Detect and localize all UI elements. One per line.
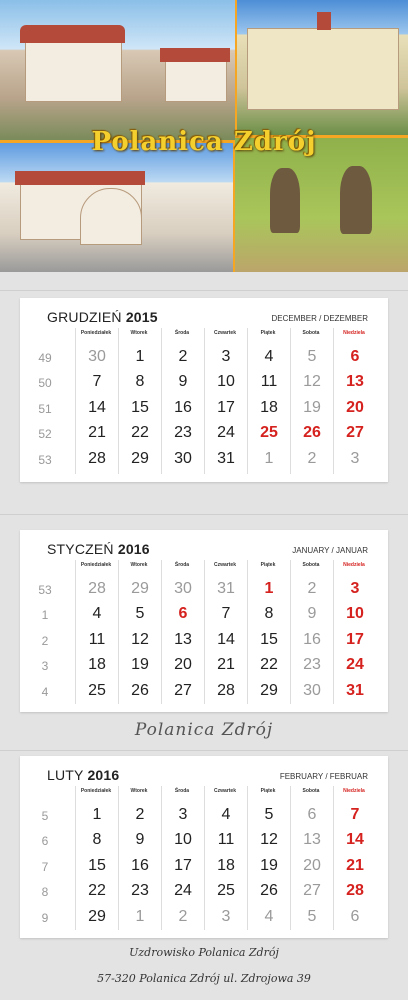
day-cell: 20 xyxy=(174,656,192,673)
day-cell: 30 xyxy=(88,348,106,365)
day-cell: 7 xyxy=(92,373,102,390)
day-header: Poniedziałek xyxy=(80,562,112,568)
day-cell: 17 xyxy=(217,399,235,416)
day-header: Poniedziałek xyxy=(80,330,112,336)
month-title xyxy=(47,309,158,325)
day-header: Piątek xyxy=(260,562,276,568)
day-header: Czwartek xyxy=(214,562,236,568)
week-number: 5 xyxy=(41,809,49,823)
week-number: 53 xyxy=(38,583,52,597)
day-cell: 5 xyxy=(307,908,317,925)
day-cell: 17 xyxy=(346,631,364,648)
month-year: 2016 xyxy=(87,767,120,783)
day-cell: 22 xyxy=(260,656,278,673)
week-number: 2 xyxy=(41,634,49,648)
day-cell: 7 xyxy=(221,605,231,622)
day-cell: 2 xyxy=(307,580,317,597)
day-cell: 28 xyxy=(88,580,106,597)
month-name: STYCZEŃ xyxy=(47,541,118,557)
day-cell: 19 xyxy=(303,399,321,416)
day-header: Wtorek xyxy=(130,562,148,568)
week-number: 1 xyxy=(41,608,49,622)
day-cell: 13 xyxy=(174,631,192,648)
day-cell: 8 xyxy=(135,373,145,390)
day-cell: 27 xyxy=(346,424,364,441)
banner-title xyxy=(0,118,408,166)
day-cell: 1 xyxy=(264,580,274,597)
day-header: Piątek xyxy=(260,788,276,794)
week-number: 50 xyxy=(38,376,52,390)
day-cell: 23 xyxy=(303,656,321,673)
day-cell: 4 xyxy=(264,908,274,925)
middle-script-text: Polanica Zdrój xyxy=(134,720,274,740)
day-header: Sobota xyxy=(302,330,320,336)
photo-collage xyxy=(0,0,408,272)
day-cell: 18 xyxy=(88,656,106,673)
day-cell: 31 xyxy=(346,682,364,699)
month-year: 2015 xyxy=(125,309,158,325)
day-cell: 3 xyxy=(350,450,360,467)
photo-sanatorium xyxy=(237,0,408,135)
day-cell: 14 xyxy=(346,831,364,848)
day-cell: 4 xyxy=(264,348,274,365)
week-number: 49 xyxy=(38,351,52,365)
day-cell: 22 xyxy=(131,424,149,441)
day-cell: 28 xyxy=(346,882,364,899)
day-cell: 18 xyxy=(217,857,235,874)
calendar-sheet-february xyxy=(20,756,388,938)
day-cell: 14 xyxy=(88,399,106,416)
week-number: 53 xyxy=(38,453,52,467)
day-cell: 12 xyxy=(131,631,149,648)
footer-line-2: 57-320 Polanica Zdrój ul. Zdrojowa 39 xyxy=(97,972,311,985)
day-cell: 10 xyxy=(346,605,364,622)
month-name-en: FEBRUARY / FEBRUAR xyxy=(279,772,368,781)
day-cell: 23 xyxy=(174,424,192,441)
day-header: Piątek xyxy=(260,330,276,336)
week-number: 6 xyxy=(41,834,49,848)
day-cell: 30 xyxy=(174,580,192,597)
day-header: Niedziela xyxy=(343,788,365,794)
day-header: Środa xyxy=(174,562,190,568)
day-cell: 29 xyxy=(131,580,149,597)
day-cell: 16 xyxy=(174,399,192,416)
day-cell: 6 xyxy=(350,348,360,365)
day-cell: 29 xyxy=(88,908,106,925)
day-cell: 21 xyxy=(346,857,364,874)
day-cell: 3 xyxy=(221,908,231,925)
month-name: LUTY xyxy=(47,767,88,783)
week-number: 8 xyxy=(41,885,49,899)
month-name-en: DECEMBER / DEZEMBER xyxy=(271,314,368,323)
day-cell: 18 xyxy=(260,399,278,416)
day-cell: 20 xyxy=(346,399,364,416)
day-cell: 1 xyxy=(92,806,102,823)
day-cell: 21 xyxy=(88,424,106,441)
day-cell: 31 xyxy=(217,450,235,467)
day-cell: 30 xyxy=(303,682,321,699)
day-header: Niedziela xyxy=(343,562,365,568)
day-cell: 13 xyxy=(346,373,364,390)
day-header: Niedziela xyxy=(343,330,365,336)
day-cell: 31 xyxy=(217,580,235,597)
day-cell: 1 xyxy=(264,450,274,467)
day-header: Wtorek xyxy=(130,788,148,794)
day-cell: 4 xyxy=(221,806,231,823)
month-title xyxy=(47,767,119,783)
day-cell: 12 xyxy=(260,831,278,848)
day-cell: 15 xyxy=(131,399,149,416)
footer-line-1: Uzdrowisko Polanica Zdrój xyxy=(129,946,279,959)
day-cell: 4 xyxy=(92,605,102,622)
day-header: Czwartek xyxy=(214,330,236,336)
day-header: Środa xyxy=(174,330,190,336)
day-cell: 29 xyxy=(131,450,149,467)
day-header: Poniedziałek xyxy=(80,788,112,794)
day-cell: 6 xyxy=(178,605,188,622)
week-number: 51 xyxy=(38,402,52,416)
day-cell: 3 xyxy=(350,580,360,597)
day-cell: 16 xyxy=(131,857,149,874)
divider xyxy=(0,290,408,291)
month-name-en: JANUARY / JANUAR xyxy=(292,546,368,555)
day-header: Wtorek xyxy=(130,330,148,336)
day-cell: 24 xyxy=(346,656,364,673)
day-cell: 2 xyxy=(307,450,317,467)
day-cell: 15 xyxy=(88,857,106,874)
day-cell: 25 xyxy=(88,682,106,699)
day-cell: 25 xyxy=(217,882,235,899)
day-cell: 15 xyxy=(260,631,278,648)
day-cell: 9 xyxy=(135,831,145,848)
day-cell: 7 xyxy=(350,806,360,823)
week-number: 52 xyxy=(38,427,52,441)
day-cell: 11 xyxy=(88,631,106,648)
day-cell: 5 xyxy=(307,348,317,365)
day-cell: 30 xyxy=(174,450,192,467)
day-cell: 2 xyxy=(178,908,188,925)
day-cell: 6 xyxy=(350,908,360,925)
day-cell: 9 xyxy=(178,373,188,390)
day-header: Sobota xyxy=(302,788,320,794)
month-name: GRUDZIEŃ xyxy=(47,309,126,325)
day-cell: 29 xyxy=(260,682,278,699)
week-number: 4 xyxy=(41,685,49,699)
day-cell: 5 xyxy=(264,806,274,823)
day-cell: 26 xyxy=(303,424,321,441)
day-cell: 1 xyxy=(135,348,145,365)
divider xyxy=(0,750,408,751)
day-cell: 20 xyxy=(303,857,321,874)
day-cell: 12 xyxy=(303,373,321,390)
day-cell: 23 xyxy=(131,882,149,899)
day-cell: 2 xyxy=(178,348,188,365)
day-header: Sobota xyxy=(302,562,320,568)
day-header: Środa xyxy=(174,788,190,794)
day-cell: 24 xyxy=(217,424,235,441)
day-cell: 19 xyxy=(260,857,278,874)
day-cell: 28 xyxy=(217,682,235,699)
day-cell: 19 xyxy=(131,656,149,673)
day-cell: 2 xyxy=(135,806,145,823)
day-cell: 8 xyxy=(264,605,274,622)
day-cell: 27 xyxy=(303,882,321,899)
day-header: Czwartek xyxy=(214,788,236,794)
banner-title-text: Polanica Zdrój xyxy=(91,127,317,157)
day-cell: 5 xyxy=(135,605,145,622)
day-cell: 6 xyxy=(307,806,317,823)
month-year: 2016 xyxy=(117,541,150,557)
day-cell: 3 xyxy=(178,806,188,823)
day-cell: 28 xyxy=(88,450,106,467)
day-cell: 10 xyxy=(174,831,192,848)
day-cell: 14 xyxy=(217,631,235,648)
day-cell: 17 xyxy=(174,857,192,874)
day-cell: 1 xyxy=(135,908,145,925)
calendar-sheet-january xyxy=(20,530,388,712)
day-cell: 9 xyxy=(307,605,317,622)
day-cell: 25 xyxy=(260,424,278,441)
calendar-sheet-december xyxy=(20,298,388,482)
day-cell: 16 xyxy=(303,631,321,648)
day-cell: 22 xyxy=(88,882,106,899)
day-cell: 11 xyxy=(260,373,278,390)
week-number: 3 xyxy=(41,659,49,673)
day-cell: 3 xyxy=(221,348,231,365)
week-number: 9 xyxy=(41,911,49,925)
day-cell: 26 xyxy=(260,882,278,899)
day-cell: 13 xyxy=(303,831,321,848)
day-cell: 21 xyxy=(217,656,235,673)
month-title xyxy=(47,541,150,557)
day-cell: 26 xyxy=(131,682,149,699)
divider xyxy=(0,514,408,515)
week-number: 7 xyxy=(41,860,49,874)
day-cell: 24 xyxy=(174,882,192,899)
day-cell: 27 xyxy=(174,682,192,699)
day-cell: 11 xyxy=(217,831,235,848)
day-cell: 10 xyxy=(217,373,235,390)
day-cell: 8 xyxy=(92,831,102,848)
